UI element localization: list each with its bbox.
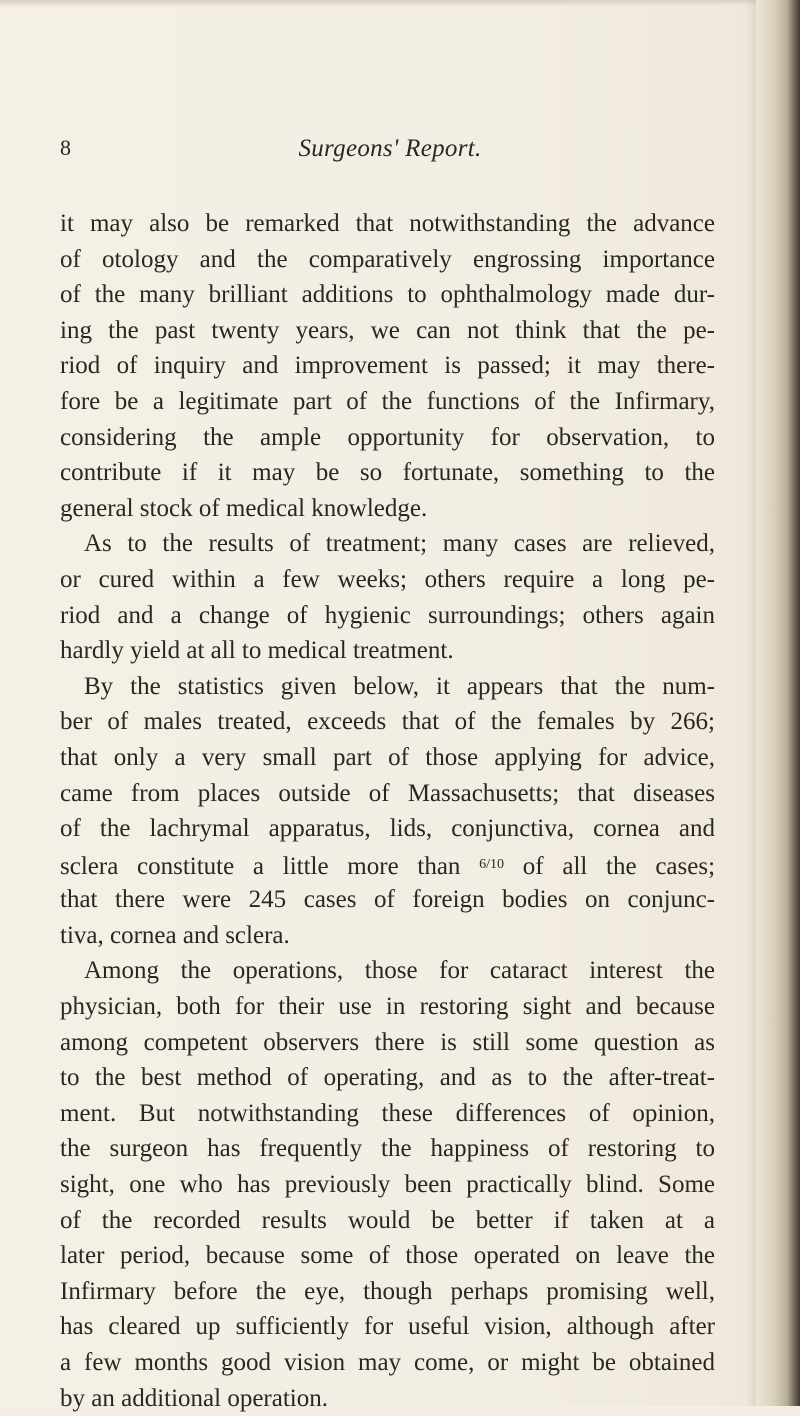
text-line: among competent observers there is still some question as bbox=[60, 1028, 715, 1056]
text-line: of the recorded results would be better if taken at a bbox=[60, 1206, 715, 1234]
text-line: that only a very small part of those applying for advice, bbox=[60, 743, 715, 771]
text-line: By the statistics given below, it appears that the num- bbox=[84, 672, 715, 700]
text-line: sight, one who has previously been practically blind. Some bbox=[60, 1171, 715, 1199]
text-line: a few months good vision may come, or might be obtained bbox=[60, 1349, 715, 1376]
text-line: physician, both for their use in restoring sight and because bbox=[60, 993, 715, 1021]
text-line: by an additional operation. bbox=[60, 1384, 328, 1412]
text-line: Among the operations, those for cataract interest the bbox=[84, 957, 715, 985]
page-number: 8 bbox=[60, 135, 71, 160]
text-line: of otology and the comparatively engrossing importance bbox=[60, 245, 715, 273]
running-head: Surgeons' Report. bbox=[298, 135, 482, 162]
text-line: of the many brilliant additions to ophthalmology made dur- bbox=[60, 281, 715, 309]
text-line: or cured within a few weeks; others require a long pe- bbox=[60, 565, 715, 593]
text-line: tiva, cornea and sclera. bbox=[60, 921, 290, 949]
text-line: fore be a legitimate part of the functions of the Infirmary, bbox=[60, 387, 715, 415]
text-line: hardly yield at all to medical treatment. bbox=[60, 637, 454, 665]
text-line: ber of males treated, exceeds that of the females by 266; bbox=[60, 708, 715, 736]
text-line: general stock of medical knowledge. bbox=[60, 494, 428, 522]
text-line: has cleared up sufficiently for useful vision, although after bbox=[60, 1313, 715, 1341]
text-line: ment. But notwithstanding these differences of opinion, bbox=[60, 1099, 715, 1127]
text-line: later period, because some of those operated on leave the bbox=[60, 1242, 715, 1270]
text-line-with-fraction bbox=[60, 847, 715, 883]
gutter-shadow bbox=[746, 0, 756, 1406]
page-binding-edge bbox=[756, 0, 800, 1406]
text-line: riod of inquiry and improvement is passed; it may there- bbox=[60, 352, 715, 380]
text-segment: sclera constitute a little more than bbox=[60, 852, 461, 880]
text-line: considering the ample opportunity for observation, to bbox=[60, 423, 715, 451]
text-line: to the best method of operating, and as to the after-treat- bbox=[60, 1064, 715, 1092]
body-text bbox=[60, 206, 715, 1416]
text-line: the surgeon has frequently the happiness of restoring to bbox=[60, 1135, 715, 1163]
text-line: came from places outside of Massachusetts; that diseases bbox=[60, 779, 715, 807]
text-line: of the lachrymal apparatus, lids, conjunctiva, cornea and bbox=[60, 815, 715, 843]
text-line: ing the past twenty years, we can not think that the pe- bbox=[60, 316, 715, 344]
text-line: contribute if it may be so fortunate, something to the bbox=[60, 459, 715, 487]
text-line: Infirmary before the eye, though perhaps promising well, bbox=[60, 1277, 715, 1305]
page-header bbox=[60, 135, 720, 175]
text-line: As to the results of treatment; many cases are relieved, bbox=[84, 530, 715, 558]
text-line: that there were 245 cases of foreign bodies on conjunc- bbox=[60, 886, 715, 914]
text-line: riod and a change of hygienic surroundings; others again bbox=[60, 601, 715, 629]
page-top-edge bbox=[0, 0, 800, 6]
text-segment: of all the cases; bbox=[522, 852, 716, 880]
text-line: it may also be remarked that notwithstanding the advance bbox=[60, 210, 715, 237]
fraction: 6/10 bbox=[479, 856, 505, 872]
